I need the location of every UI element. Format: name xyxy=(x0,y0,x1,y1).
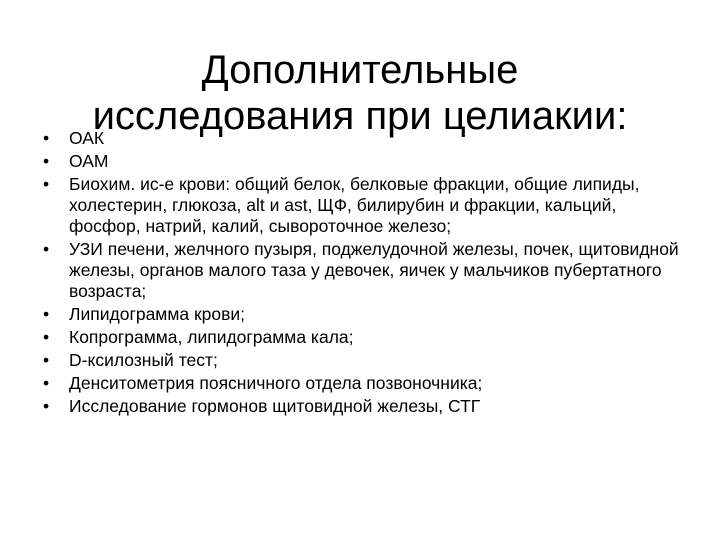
list-item xyxy=(40,350,680,371)
list-item xyxy=(40,128,680,149)
list-item-text: D-ксилозный тест; xyxy=(69,350,218,370)
list-item-text: Денситометрия поясничного отдела позвоночника; xyxy=(69,373,483,393)
bullet-icon: • xyxy=(43,327,50,347)
list-item-text: Липидограмма крови; xyxy=(69,304,246,324)
bullet-icon: • xyxy=(43,151,50,171)
list-item xyxy=(40,239,680,302)
slide-body xyxy=(40,128,680,419)
slide-title xyxy=(40,47,680,139)
bullet-icon: • xyxy=(43,304,50,324)
list-item-text: УЗИ печени, желчного пузыря, поджелудочной железы, почек, щитовидной железы, органов малого таза у девочек, яичек у мальчиков пубертатного возраста; xyxy=(69,239,679,301)
list-item xyxy=(40,327,680,348)
slide-title-line-2: исследования при целиакии: xyxy=(92,93,628,138)
list-item xyxy=(40,304,680,325)
list-item xyxy=(40,396,680,417)
bullet-icon: • xyxy=(43,128,50,148)
list-item-text: Биохим. ис-е крови: общий белок, белковые фракции, общие липиды, холестерин, глюкоза, alt и ast, ЩФ, билирубин и фракции, кальций, фосфор, натрий, калий, сывороточное железо; xyxy=(69,174,640,236)
list-item-text: Копрограмма, липидограмма кала; xyxy=(69,327,354,347)
bullet-list xyxy=(40,128,680,417)
list-item xyxy=(40,373,680,394)
bullet-icon: • xyxy=(43,396,50,416)
list-item-text: Исследование гормонов щитовидной железы, СТГ xyxy=(69,396,481,416)
bullet-icon: • xyxy=(43,174,50,194)
bullet-icon: • xyxy=(43,350,50,370)
bullet-icon: • xyxy=(43,239,50,259)
list-item xyxy=(40,151,680,172)
slide-title-line-1: Дополнительные xyxy=(201,47,519,92)
list-item-text: ОАК xyxy=(69,128,105,148)
list-item xyxy=(40,174,680,237)
bullet-icon: • xyxy=(43,373,50,393)
list-item-text: ОАМ xyxy=(69,151,109,171)
